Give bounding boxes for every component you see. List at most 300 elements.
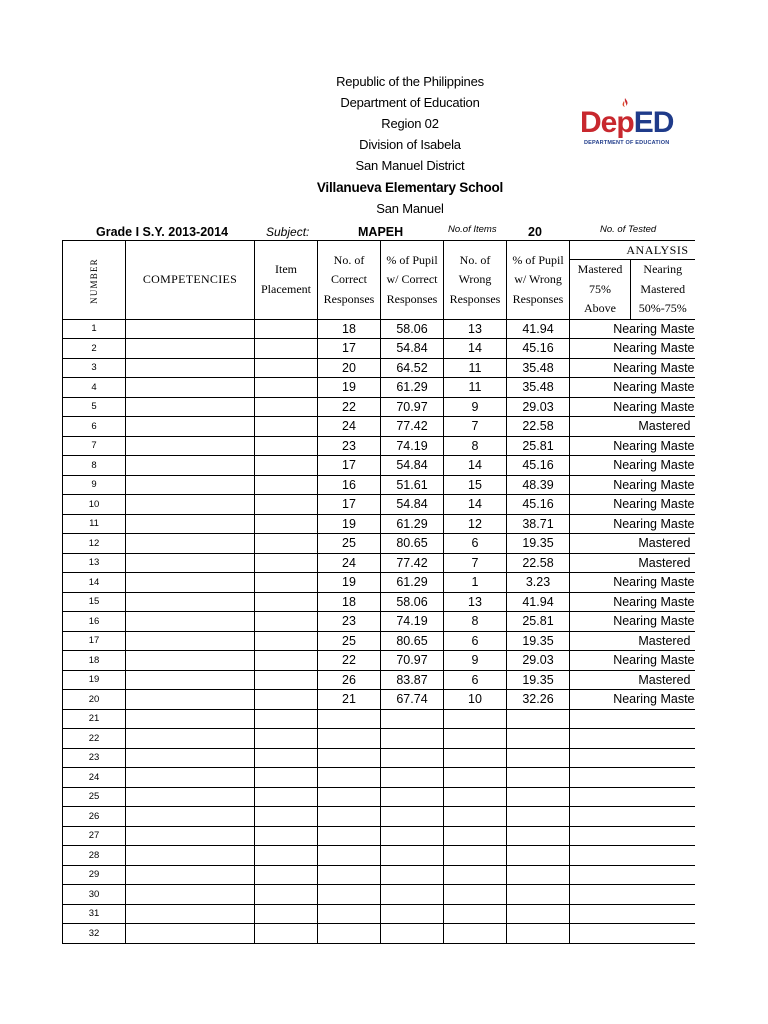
correct-cell [318, 709, 381, 729]
analysis-cell: Nearing Maste [570, 456, 695, 476]
competency-cell [126, 904, 255, 924]
table-row [63, 709, 695, 729]
table-row [63, 729, 695, 749]
item-placement-cell [255, 514, 318, 534]
analysis-cell [570, 885, 695, 905]
row-number: 26 [63, 807, 126, 827]
row-number: 8 [63, 456, 126, 476]
correct-cell [318, 729, 381, 749]
correct-cell: 23 [318, 612, 381, 632]
pct-wrong-cell [507, 748, 570, 768]
analysis-cell [570, 709, 695, 729]
item-placement-cell [255, 651, 318, 671]
pct-wrong-cell: 19.35 [507, 670, 570, 690]
wrong-cell: 8 [444, 436, 507, 456]
table-row [63, 534, 695, 554]
correct-cell: 17 [318, 339, 381, 359]
wrong-cell: 7 [444, 417, 507, 437]
subject-label: Subject: [266, 225, 310, 239]
table-row [63, 573, 695, 593]
item-placement-cell [255, 729, 318, 749]
table-row [63, 592, 695, 612]
pct-wrong-cell: 22.58 [507, 417, 570, 437]
correct-cell: 22 [318, 397, 381, 417]
competency-cell [126, 417, 255, 437]
pct-correct-cell: 61.29 [381, 514, 444, 534]
table-row [63, 631, 695, 651]
row-number: 30 [63, 885, 126, 905]
pct-correct-cell: 61.29 [381, 378, 444, 398]
item-placement-cell [255, 748, 318, 768]
pct-correct-cell: 58.06 [381, 319, 444, 339]
table-row [63, 417, 695, 437]
analysis-cell [570, 904, 695, 924]
pct-correct-cell: 83.87 [381, 670, 444, 690]
competency-cell [126, 807, 255, 827]
table-row [63, 514, 695, 534]
row-number: 6 [63, 417, 126, 437]
item-placement-cell [255, 319, 318, 339]
row-number: 24 [63, 768, 126, 788]
wrong-cell [444, 768, 507, 788]
pct-wrong-cell: 29.03 [507, 651, 570, 671]
pct-correct-cell: 58.06 [381, 592, 444, 612]
pct-correct-cell [381, 846, 444, 866]
pct-wrong-cell: 41.94 [507, 592, 570, 612]
competency-cell [126, 787, 255, 807]
row-number: 23 [63, 748, 126, 768]
pct-correct-cell: 64.52 [381, 358, 444, 378]
pct-correct-cell: 80.65 [381, 534, 444, 554]
pct-wrong-cell: 3.23 [507, 573, 570, 593]
pct-wrong-cell: 19.35 [507, 631, 570, 651]
row-number: 15 [63, 592, 126, 612]
wrong-cell: 7 [444, 553, 507, 573]
analysis-cell: Nearing Maste [570, 651, 695, 671]
table-row [63, 826, 695, 846]
pct-correct-cell: 67.74 [381, 690, 444, 710]
correct-cell [318, 768, 381, 788]
competencies-header: COMPETENCIES [126, 241, 255, 320]
table-row [63, 768, 695, 788]
competency-cell [126, 748, 255, 768]
wrong-cell: 14 [444, 495, 507, 515]
item-placement-cell [255, 787, 318, 807]
wrong-cell: 6 [444, 670, 507, 690]
correct-cell: 24 [318, 417, 381, 437]
analysis-cell: Nearing Maste [570, 612, 695, 632]
competency-cell [126, 651, 255, 671]
competency-cell [126, 358, 255, 378]
wrong-cell: 12 [444, 514, 507, 534]
pct-wrong-cell: 29.03 [507, 397, 570, 417]
wrong-cell [444, 865, 507, 885]
pct-correct-cell: 74.19 [381, 612, 444, 632]
pct-correct-cell [381, 807, 444, 827]
pct-wrong-cell: 45.16 [507, 456, 570, 476]
competency-cell [126, 865, 255, 885]
wrong-cell [444, 729, 507, 749]
wrong-cell [444, 885, 507, 905]
competency-cell [126, 553, 255, 573]
item-placement-cell [255, 904, 318, 924]
pct-wrong-cell [507, 846, 570, 866]
analysis-cell [570, 748, 695, 768]
nearing-mastered-header: Nearing Mastered 50%-75% [631, 260, 695, 320]
logo-ed: ED [633, 106, 674, 139]
row-number: 16 [63, 612, 126, 632]
pct-correct-cell [381, 768, 444, 788]
competency-cell [126, 670, 255, 690]
school-name: Villanueva Elementary School [316, 180, 504, 195]
item-placement-cell [255, 534, 318, 554]
pct-correct-cell: 54.84 [381, 339, 444, 359]
correct-cell [318, 826, 381, 846]
row-number: 31 [63, 904, 126, 924]
analysis-cell: Mastered [570, 670, 695, 690]
pct-wrong-cell [507, 904, 570, 924]
competency-cell [126, 846, 255, 866]
pct-wrong-cell [507, 709, 570, 729]
pct-correct-cell [381, 885, 444, 905]
item-analysis-table [62, 240, 695, 944]
correct-cell [318, 807, 381, 827]
pct-wrong-cell [507, 826, 570, 846]
row-number: 11 [63, 514, 126, 534]
correct-cell: 25 [318, 534, 381, 554]
competency-cell [126, 514, 255, 534]
table-row [63, 690, 695, 710]
row-number: 18 [63, 651, 126, 671]
header-line-division: Division of Isabela [359, 137, 461, 152]
competency-cell [126, 378, 255, 398]
item-placement-cell [255, 475, 318, 495]
analysis-cell: Nearing Maste [570, 573, 695, 593]
row-number: 32 [63, 924, 126, 944]
row-number: 3 [63, 358, 126, 378]
pct-correct-cell [381, 787, 444, 807]
table-row [63, 495, 695, 515]
row-number: 17 [63, 631, 126, 651]
pct-correct-cell: 77.42 [381, 553, 444, 573]
analysis-cell: Nearing Maste [570, 514, 695, 534]
analysis-cell: Mastered [570, 534, 695, 554]
wrong-cell: 1 [444, 573, 507, 593]
correct-cell: 19 [318, 573, 381, 593]
analysis-cell [570, 826, 695, 846]
pct-wrong-cell: 25.81 [507, 436, 570, 456]
items-label: No.of Items [448, 224, 497, 235]
subject-value: MAPEH [358, 225, 404, 239]
wrong-cell: 14 [444, 339, 507, 359]
correct-cell [318, 885, 381, 905]
analysis-cell: Nearing Maste [570, 378, 695, 398]
pct-wrong-header: % of Pupil w/ Wrong Responses [507, 241, 570, 320]
item-placement-cell [255, 631, 318, 651]
wrong-cell: 10 [444, 690, 507, 710]
grade-sy: Grade I S.Y. 2013-2014 [96, 225, 229, 239]
logo-subtitle: DEPARTMENT OF EDUCATION [584, 140, 670, 146]
competency-cell [126, 924, 255, 944]
competency-cell [126, 397, 255, 417]
competency-cell [126, 826, 255, 846]
correct-cell: 26 [318, 670, 381, 690]
pct-correct-cell: 61.29 [381, 573, 444, 593]
competency-cell [126, 631, 255, 651]
row-number: 21 [63, 709, 126, 729]
correct-cell [318, 865, 381, 885]
item-placement-cell [255, 612, 318, 632]
competency-cell [126, 885, 255, 905]
pct-wrong-cell [507, 729, 570, 749]
table-row [63, 612, 695, 632]
wrong-cell [444, 904, 507, 924]
number-label: NUMBER [89, 257, 99, 304]
wrong-cell [444, 787, 507, 807]
wrong-cell [444, 924, 507, 944]
analysis-cell: Nearing Maste [570, 690, 695, 710]
correct-cell: 19 [318, 378, 381, 398]
pct-wrong-cell: 38.71 [507, 514, 570, 534]
wrong-cell [444, 748, 507, 768]
item-placement-cell [255, 690, 318, 710]
correct-cell [318, 748, 381, 768]
analysis-cell [570, 768, 695, 788]
table-row [63, 904, 695, 924]
items-value: 20 [528, 225, 542, 239]
pct-wrong-cell: 19.35 [507, 534, 570, 554]
analysis-cell [570, 807, 695, 827]
table-row [63, 807, 695, 827]
correct-cell [318, 904, 381, 924]
table-row [63, 748, 695, 768]
competency-cell [126, 612, 255, 632]
analysis-cell: Nearing Maste [570, 319, 695, 339]
wrong-cell: 15 [444, 475, 507, 495]
table-row [63, 787, 695, 807]
row-number: 5 [63, 397, 126, 417]
competency-cell [126, 495, 255, 515]
row-number: 2 [63, 339, 126, 359]
table-row [63, 339, 695, 359]
table-row [63, 670, 695, 690]
item-placement-cell [255, 436, 318, 456]
wrong-cell: 9 [444, 651, 507, 671]
item-placement-cell [255, 397, 318, 417]
table-row [63, 319, 695, 339]
correct-cell [318, 846, 381, 866]
pct-wrong-cell [507, 924, 570, 944]
correct-cell: 22 [318, 651, 381, 671]
pct-wrong-cell [507, 787, 570, 807]
correct-cell: 19 [318, 514, 381, 534]
pct-correct-cell: 51.61 [381, 475, 444, 495]
item-placement-cell [255, 924, 318, 944]
pct-correct-cell: 54.84 [381, 456, 444, 476]
analysis-cell: Nearing Maste [570, 592, 695, 612]
row-number: 19 [63, 670, 126, 690]
table-row [63, 436, 695, 456]
row-number: 12 [63, 534, 126, 554]
analysis-cell: Nearing Maste [570, 358, 695, 378]
analysis-cell [570, 865, 695, 885]
item-placement-cell [255, 846, 318, 866]
header-line-department: Department of Education [340, 95, 480, 110]
competency-cell [126, 573, 255, 593]
correct-cell [318, 924, 381, 944]
logo-dep: Dep [580, 106, 634, 139]
pct-correct-cell [381, 904, 444, 924]
pct-wrong-cell [507, 807, 570, 827]
item-placement-cell [255, 495, 318, 515]
pct-correct-cell: 70.97 [381, 397, 444, 417]
correct-cell: 23 [318, 436, 381, 456]
header-line-district: San Manuel District [355, 158, 465, 173]
correct-cell: 17 [318, 495, 381, 515]
item-placement-cell [255, 865, 318, 885]
table-row [63, 885, 695, 905]
pct-wrong-cell [507, 885, 570, 905]
analysis-cell: Mastered [570, 553, 695, 573]
pct-wrong-cell [507, 768, 570, 788]
pct-correct-cell [381, 729, 444, 749]
pct-correct-cell [381, 865, 444, 885]
pct-wrong-cell: 45.16 [507, 495, 570, 515]
pct-wrong-cell: 48.39 [507, 475, 570, 495]
item-placement-header: Item Placement [255, 241, 318, 320]
competency-cell [126, 436, 255, 456]
competency-cell [126, 319, 255, 339]
item-placement-cell [255, 885, 318, 905]
correct-cell: 18 [318, 319, 381, 339]
competency-cell [126, 709, 255, 729]
item-placement-cell [255, 378, 318, 398]
pct-correct-cell: 70.97 [381, 651, 444, 671]
correct-responses-header: No. of Correct Responses [318, 241, 381, 320]
pct-wrong-cell: 41.94 [507, 319, 570, 339]
row-number: 22 [63, 729, 126, 749]
wrong-cell: 14 [444, 456, 507, 476]
pct-wrong-cell: 35.48 [507, 378, 570, 398]
item-placement-cell [255, 807, 318, 827]
wrong-cell [444, 846, 507, 866]
table-row [63, 397, 695, 417]
analysis-header: ANALYSIS [570, 241, 695, 260]
item-placement-cell [255, 670, 318, 690]
pct-correct-cell [381, 748, 444, 768]
analysis-cell: Mastered [570, 631, 695, 651]
wrong-cell: 6 [444, 631, 507, 651]
analysis-cell: Mastered [570, 417, 695, 437]
pct-correct-cell: 74.19 [381, 436, 444, 456]
row-number: 14 [63, 573, 126, 593]
pct-correct-cell [381, 924, 444, 944]
school-town: San Manuel [376, 201, 444, 216]
correct-cell: 16 [318, 475, 381, 495]
table-row [63, 378, 695, 398]
item-placement-cell [255, 339, 318, 359]
analysis-cell [570, 729, 695, 749]
analysis-cell: Nearing Maste [570, 475, 695, 495]
wrong-cell: 13 [444, 592, 507, 612]
row-number: 28 [63, 846, 126, 866]
wrong-cell: 9 [444, 397, 507, 417]
pct-correct-cell [381, 826, 444, 846]
table-row [63, 865, 695, 885]
mastered-header: Mastered 75% Above [570, 260, 631, 320]
number-header [63, 241, 126, 320]
correct-cell [318, 787, 381, 807]
item-placement-cell [255, 456, 318, 476]
item-placement-cell [255, 358, 318, 378]
pct-wrong-cell: 45.16 [507, 339, 570, 359]
correct-cell: 24 [318, 553, 381, 573]
competency-cell [126, 592, 255, 612]
pct-wrong-cell: 22.58 [507, 553, 570, 573]
competency-cell [126, 456, 255, 476]
table-row [63, 651, 695, 671]
table-row [63, 924, 695, 944]
correct-cell: 25 [318, 631, 381, 651]
item-placement-cell [255, 826, 318, 846]
wrong-cell [444, 807, 507, 827]
wrong-cell: 6 [444, 534, 507, 554]
competency-cell [126, 768, 255, 788]
table-row [63, 846, 695, 866]
wrong-cell: 11 [444, 378, 507, 398]
item-placement-cell [255, 768, 318, 788]
pct-correct-header: % of Pupil w/ Correct Responses [381, 241, 444, 320]
competency-cell [126, 729, 255, 749]
competency-cell [126, 339, 255, 359]
row-number: 20 [63, 690, 126, 710]
analysis-cell: Nearing Maste [570, 397, 695, 417]
correct-cell: 18 [318, 592, 381, 612]
pct-wrong-cell: 32.26 [507, 690, 570, 710]
analysis-cell [570, 846, 695, 866]
row-number: 9 [63, 475, 126, 495]
row-number: 29 [63, 865, 126, 885]
analysis-cell: Nearing Maste [570, 436, 695, 456]
pct-correct-cell: 77.42 [381, 417, 444, 437]
wrong-cell [444, 709, 507, 729]
competency-cell [126, 534, 255, 554]
header-line-region: Region 02 [381, 116, 439, 131]
table-row [63, 358, 695, 378]
pct-correct-cell: 80.65 [381, 631, 444, 651]
deped-logo [580, 96, 692, 152]
wrong-cell [444, 826, 507, 846]
tested-label: No. of Tested [600, 224, 657, 235]
item-placement-cell [255, 592, 318, 612]
pct-wrong-cell [507, 865, 570, 885]
row-number: 1 [63, 319, 126, 339]
header-line-republic: Republic of the Philippines [336, 74, 484, 89]
analysis-cell: Nearing Maste [570, 495, 695, 515]
pct-correct-cell [381, 709, 444, 729]
correct-cell: 17 [318, 456, 381, 476]
pct-wrong-cell: 25.81 [507, 612, 570, 632]
item-placement-cell [255, 553, 318, 573]
analysis-cell: Nearing Maste [570, 339, 695, 359]
table-row [63, 456, 695, 476]
wrong-cell: 8 [444, 612, 507, 632]
competency-cell [126, 475, 255, 495]
item-placement-cell [255, 573, 318, 593]
row-number: 13 [63, 553, 126, 573]
competency-cell [126, 690, 255, 710]
wrong-cell: 13 [444, 319, 507, 339]
